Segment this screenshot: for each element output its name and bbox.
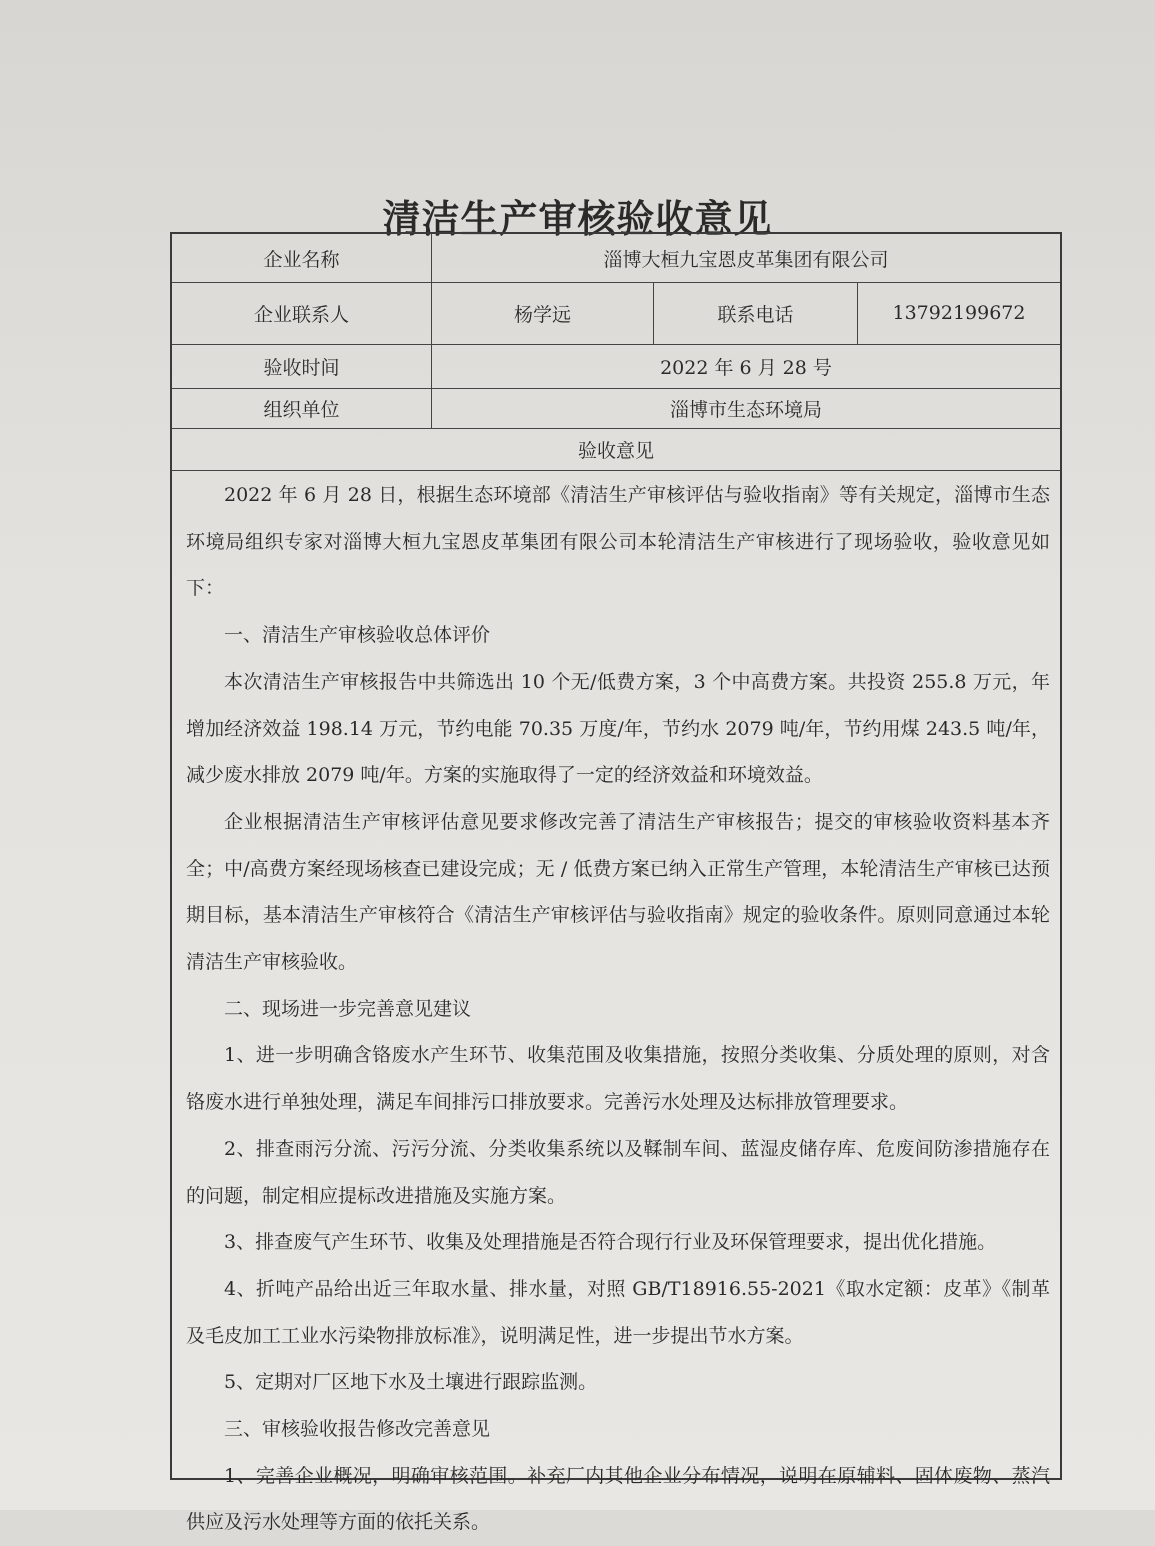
org-label: 组织单位: [172, 388, 432, 428]
table-row-contact: [172, 282, 1060, 345]
opinion-body: [186, 472, 1050, 1546]
contact-value: 杨学远: [432, 282, 654, 344]
paragraph-intro: 2022 年 6 月 28 日，根据生态环境部《清洁生产审核评估与验收指南》等有关规定，淄博市生态环境局组织专家对淄博大桓九宝恩皮革集团有限公司本轮清洁生产审核进行了现场验收，验收意见如下：: [186, 484, 1050, 600]
time-label: 验收时间: [172, 344, 432, 388]
suggestion-item-5: 5、定期对厂区地下水及土壤进行跟踪监测。: [224, 1371, 598, 1394]
acceptance-form-table: [170, 232, 1062, 1534]
suggestion-item-3: 3、排查废气产生环节、收集及处理措施是否符合现行行业及环保管理要求，提出优化措施。: [224, 1231, 997, 1254]
table-row-opinion-header: [172, 428, 1060, 471]
paragraph-summary: 本次清洁生产审核报告中共筛选出 10 个无/低费方案，3 个中高费方案。共投资 255.8 万元，年增加经济效益 198.14 万元，节约电能 70.35 万度/年，节约水 2079 吨/年，节约用煤 243.5 吨/年，减少废水排放 2079 吨/年。方案的实施取得了一定的经济效益和环境效益。: [186, 670, 1050, 787]
table-row-time: [172, 344, 1060, 389]
document-title: 清洁生产审核验收意见: [382, 197, 773, 241]
phone-value: 13792199672: [892, 302, 1026, 324]
company-value: 淄博大桓九宝恩皮革集团有限公司: [603, 248, 889, 271]
section-heading-2: 二、现场进一步完善意见建议: [224, 997, 472, 1020]
table-row-org: [172, 388, 1060, 429]
contact-label: 企业联系人: [172, 282, 432, 344]
revision-item-1: 1、完善企业概况，明确审核范围。补充厂内其他企业分布情况，说明在原辅料、固体废物、蒸汽供应及污水处理等方面的依托关系。: [186, 1464, 1050, 1534]
suggestion-item-1: 1、进一步明确含铬废水产生环节、收集范围及收集措施，按照分类收集、分质处理的原则，对含铬废水进行单独处理，满足车间排污口排放要求。完善污水处理及达标排放管理要求。: [186, 1044, 1050, 1114]
phone-label: 联系电话: [654, 282, 858, 344]
suggestion-item-4: 4、折吨产品给出近三年取水量、排水量，对照 GB/T18916.55-2021《取水定额：皮革》《制革及毛皮加工工业水污染物排放标准》，说明满足性，进一步提出节水方案。: [186, 1277, 1050, 1347]
company-label: 企业名称: [172, 234, 432, 282]
time-value: 2022 年 6 月 28 号: [660, 356, 832, 379]
section-heading-3: 三、审核验收报告修改完善意见: [224, 1418, 491, 1441]
table-row-company: [172, 234, 1060, 283]
paragraph-conclusion: 企业根据清洁生产审核评估意见要求修改完善了清洁生产审核报告；提交的审核验收资料基本齐全；中/高费方案经现场核查已建设完成；无 / 低费方案已纳入正常生产管理，本轮清洁生产审核已达预期目标，基本清洁生产审核符合《清洁生产审核评估与验收指南》规定的验收条件。原则同意通过本轮清洁生产审核验收。: [186, 810, 1050, 974]
section-heading-1: 一、清洁生产审核验收总体评价: [224, 624, 491, 647]
org-value: 淄博市生态环境局: [669, 398, 822, 421]
opinion-header: 验收意见: [577, 439, 654, 462]
suggestion-item-2: 2、排查雨污分流、污污分流、分类收集系统以及鞣制车间、蓝湿皮储存库、危废间防渗措施存在的问题，制定相应提标改进措施及实施方案。: [186, 1137, 1050, 1207]
